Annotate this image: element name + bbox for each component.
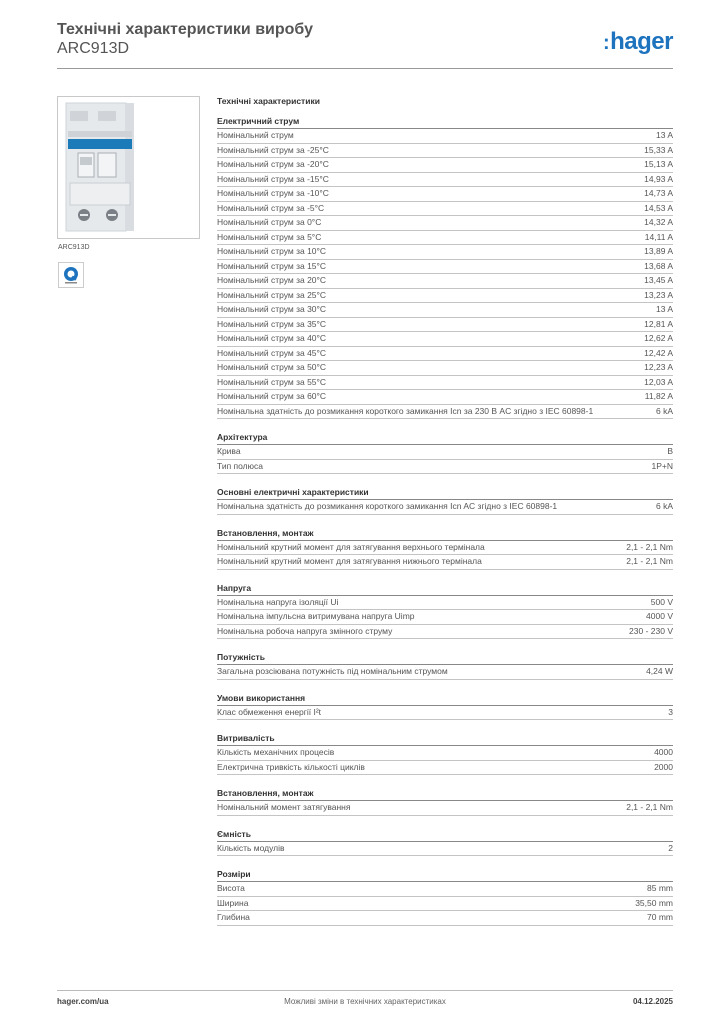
quality-mark-icon: [58, 262, 84, 288]
footer-website-link[interactable]: hager.com/ua: [57, 997, 109, 1006]
spec-label: Номінальна робоча напруга змінного струму: [217, 625, 393, 636]
spec-row: [217, 500, 673, 515]
spec-value: 13 A: [655, 304, 673, 314]
header-divider: [57, 68, 673, 69]
spec-row: [217, 390, 673, 405]
section-heading: Встановлення, монтаж: [217, 527, 673, 541]
document-header: [57, 20, 673, 58]
spec-label: Номінальний струм за 50°C: [217, 362, 327, 372]
spec-row: [217, 842, 673, 857]
spec-row: [217, 361, 673, 376]
spec-label: Номінальний струм за 20°C: [217, 275, 327, 285]
section-heading: Архітектура: [217, 431, 673, 445]
spec-value: 6 kA: [655, 405, 673, 416]
spec-label: Електрична тривкість кількості циклів: [217, 761, 365, 772]
product-image: [57, 96, 200, 239]
spec-value: 4000: [654, 747, 673, 757]
spec-value: 1P+N: [651, 460, 673, 471]
spec-label: Кількість модулів: [217, 842, 285, 853]
spec-row: [217, 405, 673, 420]
specifications-table: [217, 95, 673, 926]
spec-row: [217, 231, 673, 246]
spec-row: [217, 746, 673, 761]
spec-label: Номінальний струм за 10°C: [217, 246, 327, 256]
spec-value: 14,73 A: [644, 188, 673, 198]
spec-label: Номінальний струм за 60°C: [217, 391, 327, 401]
spec-label: Номінальний струм за 15°C: [217, 260, 327, 271]
spec-row: [217, 347, 673, 362]
specifications-title: Технічні характеристики: [217, 96, 320, 106]
spec-label: Висота: [217, 883, 245, 893]
spec-label: Номінальний крутний момент для затягування нижнього термінала: [217, 556, 482, 566]
spec-row: [217, 445, 673, 460]
spec-value: 14,11 A: [644, 231, 673, 242]
spec-label: Клас обмеження енергії I²t: [217, 706, 322, 717]
spec-label: Номінальний струм за 25°C: [217, 289, 327, 300]
spec-row: [217, 173, 673, 188]
spec-row: [217, 260, 673, 275]
spec-label: Номінальний крутний момент для затягування верхнього термінала: [217, 541, 485, 552]
spec-label: Тип полюса: [217, 460, 263, 471]
spec-label: Номінальний струм за -20°C: [217, 159, 329, 169]
spec-value: 13,89 A: [644, 246, 673, 256]
spec-row: [217, 541, 673, 556]
section-heading: Електричний струм: [217, 115, 673, 129]
spec-value: 6 kA: [655, 501, 673, 511]
spec-row: [217, 460, 673, 475]
spec-row: [217, 216, 673, 231]
spec-value: 14,32 A: [644, 217, 673, 227]
spec-label: Номінальний струм за 55°C: [217, 376, 327, 387]
section-spacer: [217, 680, 673, 692]
footer-divider: [57, 990, 673, 991]
spec-value: 2000: [654, 761, 673, 772]
spec-row: [217, 245, 673, 260]
footer-date: 04.12.2025: [632, 997, 673, 1006]
spec-label: Номінальний струм за 45°C: [217, 347, 327, 358]
spec-value: 11,82 A: [644, 391, 673, 401]
spec-value: 15,33 A: [644, 144, 673, 155]
spec-row: [217, 332, 673, 347]
spec-value: 230 - 230 V: [629, 625, 673, 636]
spec-row: [217, 129, 673, 144]
spec-row: [217, 144, 673, 159]
spec-row: [217, 706, 673, 721]
spec-label: Номінальний струм за 40°C: [217, 333, 327, 343]
spec-label: Номінальна напруга ізоляції Ui: [217, 596, 339, 607]
spec-value: 500 V: [650, 596, 673, 607]
section-spacer: [217, 856, 673, 868]
spec-value: 13,45 A: [644, 275, 673, 285]
spec-value: 15,13 A: [644, 159, 673, 169]
spec-value: 35,50 mm: [635, 897, 673, 908]
spec-value: 12,81 A: [644, 318, 673, 329]
section-spacer: [217, 515, 673, 527]
section-spacer: [217, 775, 673, 787]
section-spacer: [217, 570, 673, 582]
spec-label: Загальна розсіювана потужність під номінальним струмом: [217, 666, 448, 676]
spec-label: Номінальний струм за -5°C: [217, 202, 325, 213]
spec-row: [217, 274, 673, 289]
logo-text: hager: [610, 28, 673, 55]
section-spacer: [217, 639, 673, 651]
spec-row: [217, 202, 673, 217]
spec-row: [217, 882, 673, 897]
spec-value: 2,1 - 2,1 Nm: [626, 802, 673, 812]
spec-value: B: [667, 446, 673, 456]
spec-row: [217, 897, 673, 912]
spec-value: 12,23 A: [644, 362, 673, 372]
spec-row: [217, 761, 673, 776]
spec-value: 12,03 A: [644, 376, 673, 387]
spec-label: Номінальний струм за -25°C: [217, 144, 329, 155]
section-heading: Основні електричні характеристики: [217, 486, 673, 500]
spec-row: [217, 596, 673, 611]
spec-label: Номінальна здатність до розмикання короткого замикання Icn за 230 В AC згідно з IEC 60898-1: [217, 405, 594, 416]
spec-label: Номінальний струм за 0°C: [217, 217, 322, 227]
section-heading: Витривалість: [217, 732, 673, 746]
spec-value: 2,1 - 2,1 Nm: [626, 556, 673, 566]
spec-label: Номінальний струм за 5°C: [217, 231, 322, 242]
spec-row: [217, 303, 673, 318]
spec-row: [217, 665, 673, 680]
spec-value: 14,53 A: [644, 202, 673, 213]
spec-label: Глибина: [217, 912, 250, 922]
spec-label: Кількість механічних процесів: [217, 747, 335, 757]
product-reference: ARC913D: [57, 40, 130, 57]
spec-value: 2: [668, 842, 673, 853]
spec-row: [217, 158, 673, 173]
section-spacer: [217, 816, 673, 828]
spec-value: 4,24 W: [646, 666, 673, 676]
spec-label: Номінальна здатність до розмикання короткого замикання Icn AC згідно з IEC 60898-1: [217, 501, 558, 511]
spec-row: [217, 801, 673, 816]
spec-label: Номінальний струм: [217, 130, 294, 140]
spec-value: 12,62 A: [644, 333, 673, 343]
section-spacer: [217, 419, 673, 431]
logo-dots: :: [602, 32, 610, 54]
spec-label: Номінальний струм за -15°C: [217, 173, 329, 184]
product-image-caption: ARC913D: [58, 244, 90, 251]
spec-label: Номінальний момент затягування: [217, 802, 351, 812]
spec-value: 3: [668, 706, 673, 717]
specification-sections: [217, 115, 673, 926]
spec-row: [217, 555, 673, 570]
spec-value: 70 mm: [647, 912, 673, 922]
spec-label: Номінальна імпульсна витримувана напруга Uimp: [217, 611, 415, 621]
spec-value: 13,68 A: [644, 260, 673, 271]
spec-value: 14,93 A: [644, 173, 673, 184]
spec-label: Номінальний струм за -10°C: [217, 188, 329, 198]
spec-row: [217, 911, 673, 926]
circuit-breaker-illustration: [58, 97, 199, 238]
spec-row: [217, 625, 673, 640]
spec-row: [217, 289, 673, 304]
hager-logo[interactable]: [603, 28, 673, 56]
spec-value: 2,1 - 2,1 Nm: [626, 541, 673, 552]
section-heading: Умови використання: [217, 692, 673, 706]
section-spacer: [217, 474, 673, 486]
spec-label: Номінальний струм за 35°C: [217, 318, 327, 329]
section-heading: Напруга: [217, 582, 673, 596]
section-heading: Ємність: [217, 828, 673, 842]
spec-value: 85 mm: [647, 883, 673, 893]
spec-row: [217, 376, 673, 391]
spec-row: [217, 187, 673, 202]
section-heading: Розміри: [217, 868, 673, 882]
section-heading: Встановлення, монтаж: [217, 787, 673, 801]
footer-disclaimer: Можливі зміни в технічних характеристиках: [284, 997, 446, 1006]
spec-value: 13 A: [655, 130, 673, 140]
spec-label: Крива: [217, 446, 241, 456]
section-spacer: [217, 720, 673, 732]
spec-label: Ширина: [217, 897, 249, 908]
spec-label: Номінальний струм за 30°C: [217, 304, 327, 314]
section-heading: Потужність: [217, 651, 673, 665]
spec-row: [217, 610, 673, 625]
document-title: Технічні характеристики виробу: [57, 21, 313, 38]
spec-value: 12,42 A: [644, 347, 673, 358]
spec-value: 13,23 A: [644, 289, 673, 300]
spec-row: [217, 318, 673, 333]
spec-value: 4000 V: [646, 611, 673, 621]
